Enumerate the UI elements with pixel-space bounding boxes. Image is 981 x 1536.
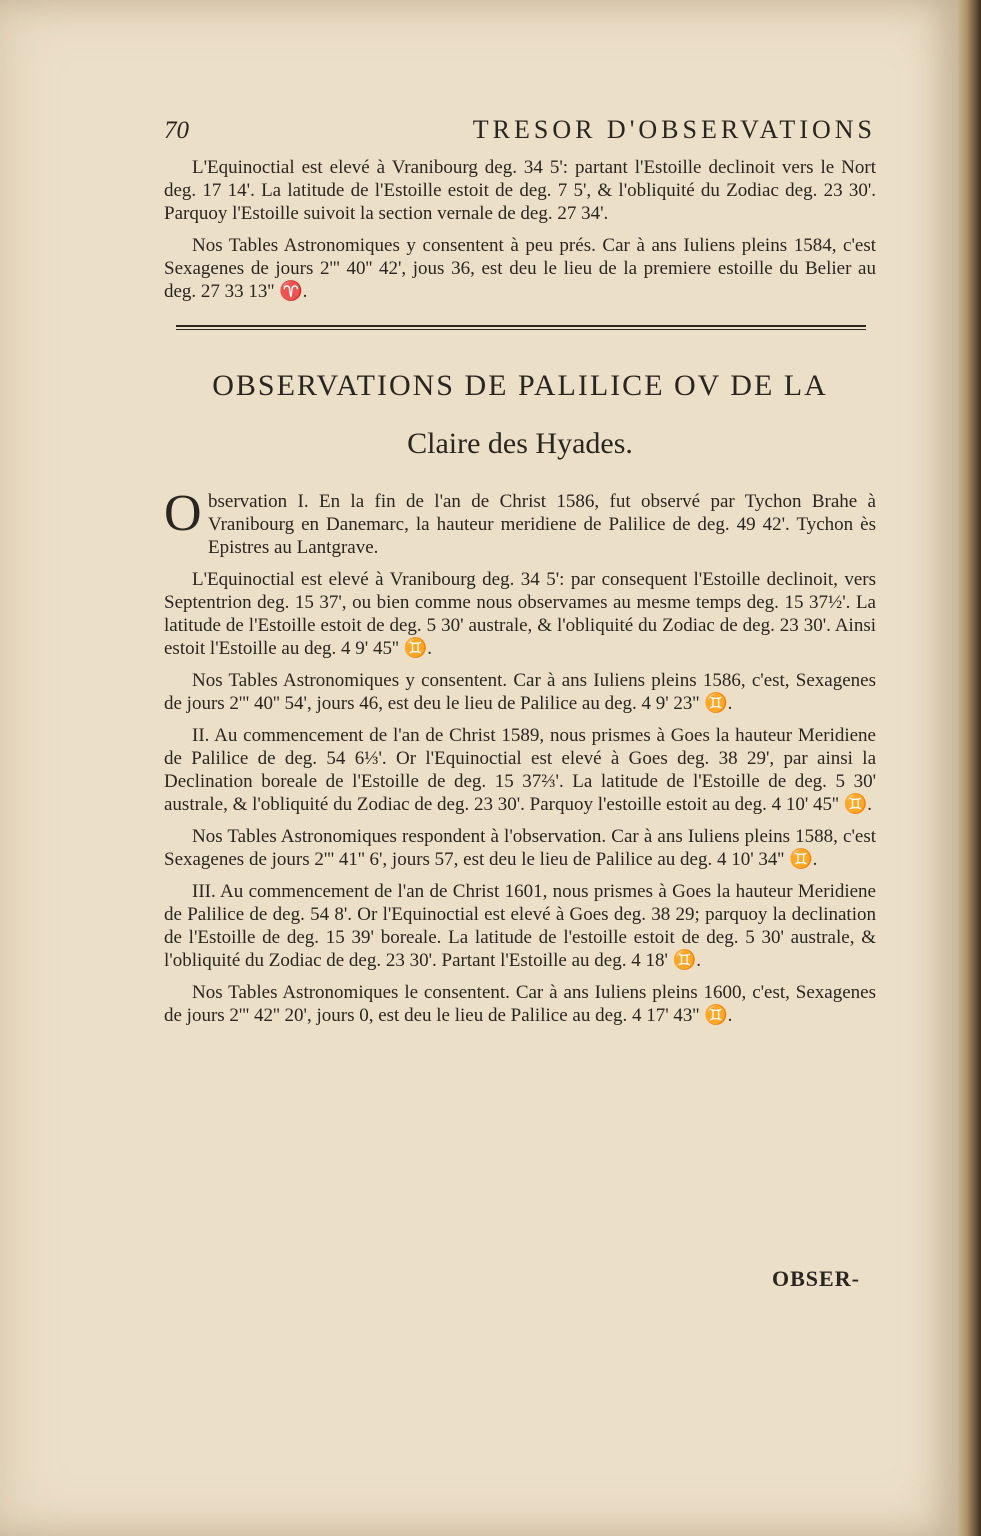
running-header	[164, 115, 876, 156]
observation-paragraph-6: III. Au commencement de l'an de Christ 1601, nous prismes à Goes la hauteur Meridiene de Palilice de deg. 54 8'. Or l'Equinoctial est elevé à Goes deg. 38 29; parquoy la declination de l'Estoille de deg. 15 39' boreale. La latitude de l'estoille estoit de deg. 5 30' australe, & l'obliquité du Zodiac de deg. 23 30'. Partant l'Estoille au deg. 4 18' ♊.	[164, 881, 876, 971]
catchword: OBSER-	[772, 1266, 860, 1291]
observation-paragraph-5: Nos Tables Astronomiques respondent à l'observation. Car à ans Iuliens pleins 1588, c'est Sexagenes de jours 2''' 41'' 6', jours 57, est deu le lieu de Palilice au deg. 4 10' 34'' ♊.	[164, 826, 876, 870]
section-title: OBSERVATIONS DE PALILICE OV DE LA	[212, 369, 828, 402]
page-edge	[958, 0, 981, 1536]
intro-paragraph-2: Nos Tables Astronomiques y consentent à peu prés. Car à ans Iuliens pleins 1584, c'est Sexagenes de jours 2''' 40'' 42', jous 36, est deu le lieu de la premiere estoille du Belier au deg. 27 33 13'' ♈.	[164, 235, 876, 302]
observation-paragraph-3: Nos Tables Astronomiques y consentent. Car à ans Iuliens pleins 1586, c'est, Sexagenes de jours 2''' 40'' 54', jours 46, est deu le lieu de Palilice au deg. 4 9' 23'' ♊.	[164, 670, 876, 714]
observation-paragraph-2: L'Equinoctial est elevé à Vranibourg deg. 34 5': par consequent l'Estoille declinoit, vers Septentrion deg. 15 37', ou bien comme nous observames au mesme temps deg. 15 37½'. La latitude de l'Estoille estoit de deg. 5 30' australe, & l'obliquité du Zodiac de deg. 23 30'. Ainsi estoit l'Estoille au deg. 4 9' 45'' ♊.	[164, 569, 876, 659]
section-divider	[176, 325, 866, 330]
observation-paragraph-1	[164, 485, 876, 559]
observation-paragraph-4: II. Au commencement de l'an de Christ 1589, nous prismes à Goes la hauteur Meridiene de Palilice de deg. 54 6⅓'. Or l'Equinoctial est elevé à Goes deg. 38 29', par ainsi la Declination boreale de l'Estoille de deg. 15 37⅔'. La latitude de l'Estoille de deg. 5 30' australe, & l'obliquité du Zodiac de deg. 23 30'. Parquoy l'estoille estoit au deg. 4 10' 45'' ♊.	[164, 725, 876, 815]
page-number: 70	[164, 117, 189, 144]
text-block	[164, 115, 876, 1036]
intro-paragraph-1: L'Equinoctial est elevé à Vranibourg deg. 34 5': partant l'Estoille declinoit vers le Nort deg. 17 14'. La latitude de l'Estoille estoit de deg. 7 5', & l'obliquité du Zodiac deg. 23 30'. Parquoy l'Estoille suivoit la section vernale de deg. 27 34'.	[164, 157, 876, 224]
drop-cap: O	[164, 485, 202, 542]
running-title: TRESOR D'OBSERVATIONS	[472, 115, 876, 144]
observation-paragraph-7: Nos Tables Astronomiques le consentent. Car à ans Iuliens pleins 1600, c'est, Sexagenes de jours 2''' 42'' 20', jours 0, est deu le lieu de Palilice au deg. 4 17' 43'' ♊.	[164, 982, 876, 1026]
section-subtitle: Claire des Hyades.	[407, 427, 633, 460]
observation-paragraph-1-text: bservation I. En la fin de l'an de Christ 1586, fut observé par Tychon Brahe à Vranibourg en Danemarc, la hauteur meridiene de Palilice de deg. 49 42'. Tychon ès Epistres au Lantgrave.	[208, 491, 876, 558]
